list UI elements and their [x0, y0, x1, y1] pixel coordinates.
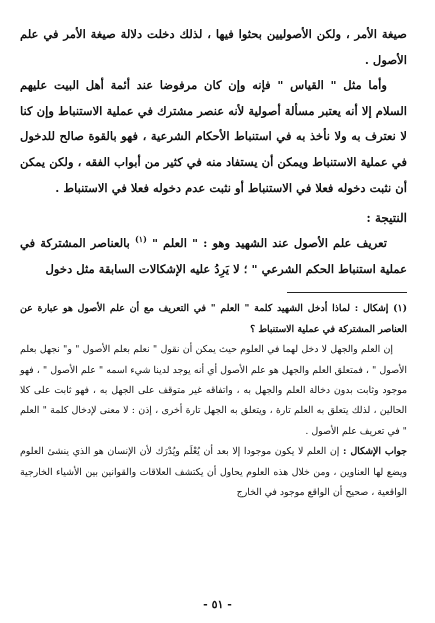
paragraph-3	[20, 231, 407, 282]
footnote-reference[interactable]: (١)	[134, 234, 147, 245]
footnote-1-question-text: إشكال : لماذا أدخل الشهيد كلمة " العلم " في التعريف مع أن علم الأصول هو عبارة عن العناصر المشتركة في عملية الاستنباط ؟	[20, 303, 407, 335]
paragraph-2: وأما مثل " القياس " فإنه وإن كان مرفوضا عند أئمة أهل البيت عليهم السلام إلا أنه يعتبر مسألة أصولية لأنه عنصر مشترك في عملية الاستنباط وإن كنا لا نعترف به ولا نأخذ به في استنباط الأحكام الشرعية ، فهو بالقوة صالح للدخول في عملية الاستنباط ويمكن أن يستفاد منه في كثير من أبواب الفقه ، ولكن يمكن أن نثبت دخوله فعلا في الاستنباط أو نثبت عدم دخوله فعلا في الاستنباط .	[20, 78, 407, 195]
result-heading: النتيجة :	[366, 211, 407, 226]
footnote-1-marker: (١)	[393, 303, 407, 315]
page-number: - ٥١ -	[203, 598, 232, 611]
footnote-answer-label: جواب الإشكال :	[342, 446, 407, 458]
paragraph-3-part-1: تعريف علم الأصول عند الشهيد وهو : " العلم "	[151, 236, 387, 251]
footnote-1-body: إن العلم والجهل لا دخل لهما في العلوم حيث يمكن أن نقول " نعلم بعلم الأصول " و" نجهل بعلم الأصول " ، فمتعلق العلم والجهل هو علم الأصول أي أنه يوجد لدينا شيء اسمه " علم الأصول " ، فهو موجود وثابت بدون دخالة العلم والجهل به ، واتفاقه غير متوقف على الجهل به ، فهو ثابت على كلا الحالين ، لذلك يتعلق به العلم تارة ، ويتعلق به الجهل تارة أخرى ، إذن : لا معنى لإدخال كلمة " العلم " في تعريف علم الأصول .	[20, 344, 407, 437]
main-text	[20, 22, 407, 282]
footnote-divider	[287, 292, 407, 293]
footnote-answer-text: إن العلم لا يكون موجودا إلا بعد أن يُعْلَم ويُدْرَك لأن الإنسان هو الذي ينشئ العلوم ويضع لها العناوين ، ومن خلال هذه العلوم يحاول أن يكتشف العلاقات والقوانين بين الأشياء الخارجية الواقعية ، صحيح أن الواقع موجود في الخارج	[20, 446, 407, 498]
footnote-answer	[20, 442, 407, 503]
footnotes	[20, 299, 407, 503]
paragraph-1: صيغة الأمر ، ولكن الأصوليين بحثوا فيها ، لذلك دخلت دلالة صيغة الأمر في علم الأصول .	[20, 27, 407, 67]
document-page	[20, 22, 407, 623]
paragraph-3-part-2: بالعناصر المشتركة في عملية استنباط الحكم الشرعي " ؛ لا يَرِدُ عليه الإشكالات السابقة مثل دخول	[20, 236, 407, 276]
footnote-1-question	[20, 299, 407, 340]
